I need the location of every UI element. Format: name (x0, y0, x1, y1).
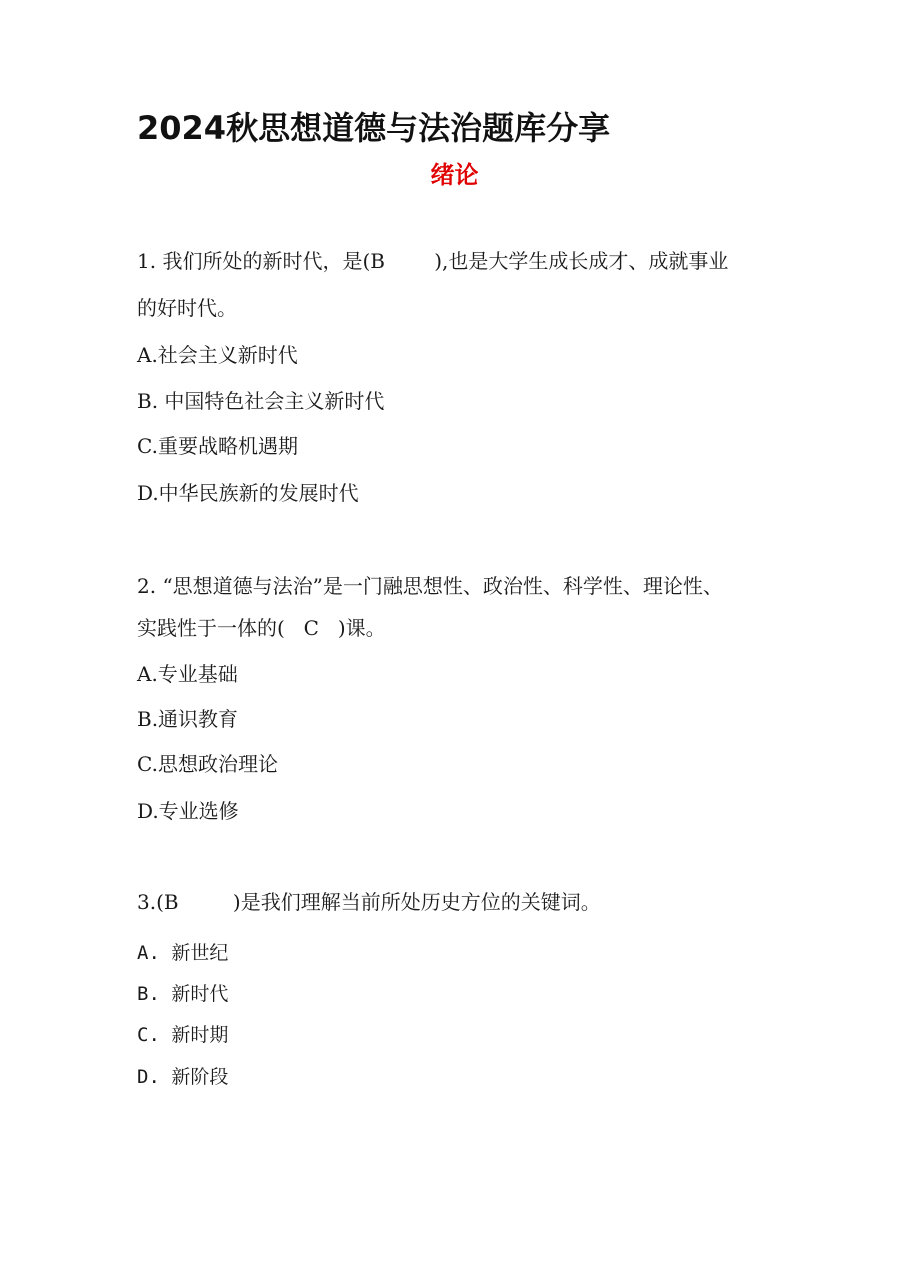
question-2-stem-suffix: )课。 (337, 616, 386, 640)
question-1-option-d: D.中华民族新的发展时代 (137, 481, 359, 505)
question-1-stem-suffix: ),也是大学生成长成才、成就事业 (434, 249, 729, 273)
question-1-stem-continued: 的好时代。 (137, 296, 237, 320)
document-title: 2024秋思想道德与法治题库分享 (137, 109, 611, 147)
question-3-stem (137, 890, 601, 914)
question-1-option-c: C.重要战略机遇期 (137, 434, 298, 458)
question-2-stem: 2. “思想道德与法治”是一门融思想性、政治性、科学性、理论性、 (137, 574, 723, 598)
question-1-stem-prefix: 1. 我们所处的新时代，是( (137, 249, 371, 273)
question-2-option-d: D.专业选修 (137, 799, 239, 823)
question-2-stem-prefix: 实践性于一体的( (137, 616, 285, 640)
question-2-stem-continued (137, 616, 386, 640)
section-title: 绪论 (430, 161, 479, 189)
question-1-stem (137, 249, 728, 273)
question-1-answer: B (370, 249, 385, 273)
question-3-stem-suffix: )是我们理解当前所处历史方位的关键词。 (232, 890, 601, 914)
question-2-option-a: A.专业基础 (137, 662, 238, 686)
question-2-option-b: B.通识教育 (137, 707, 239, 731)
question-1-option-b: B. 中国特色社会主义新时代 (137, 389, 385, 413)
question-3-answer: B (163, 890, 179, 914)
question-3-stem-prefix: 3.( (137, 890, 164, 914)
question-3-option-a: A. 新世纪 (137, 942, 229, 964)
question-3-option-b: B. 新时代 (137, 983, 229, 1005)
question-3-option-d: D. 新阶段 (137, 1066, 229, 1088)
question-1-option-a: A.社会主义新时代 (137, 343, 298, 367)
question-3-option-c: C. 新时期 (137, 1024, 229, 1046)
question-2-answer: C (303, 616, 319, 640)
question-2-option-c: C.思想政治理论 (137, 752, 278, 776)
